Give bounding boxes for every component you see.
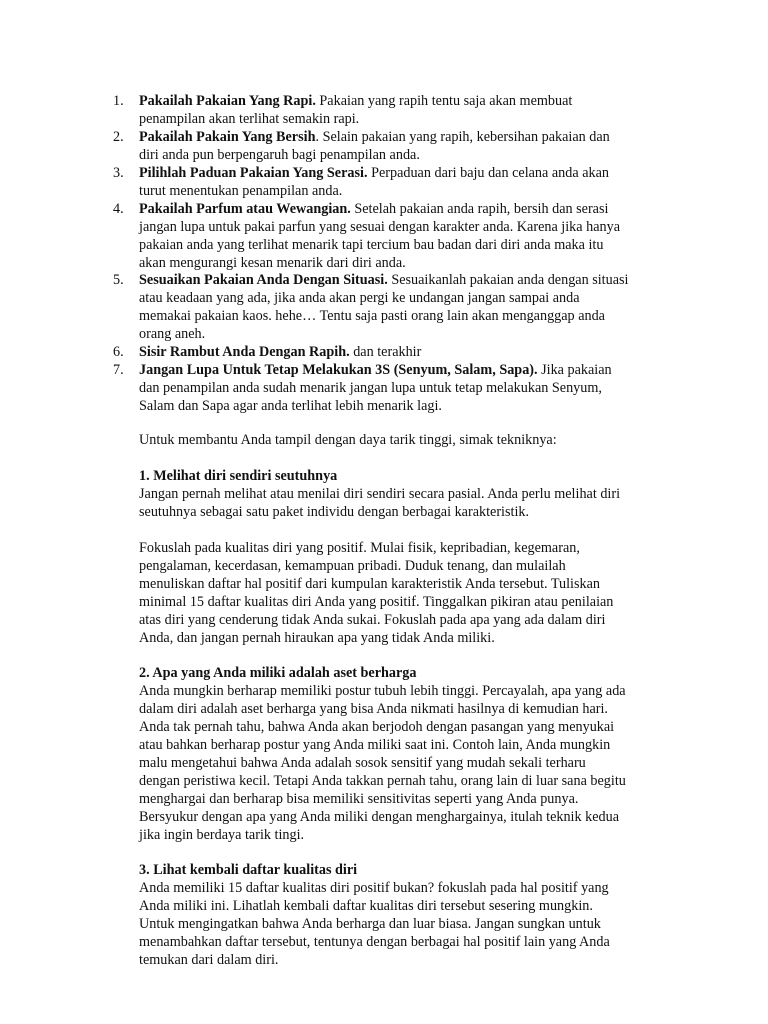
list-item-line: akan mengurangi kesan menarik dari diri anda.: [139, 255, 406, 271]
paragraph-line: menambahkan daftar tersebut, tentunya dengan berbagai hal positif lain yang Anda: [139, 934, 610, 950]
list-item-line: pakaian anda yang terlihat menarik tapi tercium bau badan dari diri anda maka itu: [139, 237, 604, 253]
list-item-line: turut menentukan penampilan anda.: [139, 183, 343, 199]
list-number: 5.: [113, 272, 124, 288]
list-item-line: penampilan akan terlihat semakin rapi.: [139, 111, 360, 127]
paragraph-line: Fokuslah pada kualitas diri yang positif. Mulai fisik, kepribadian, kegemaran,: [139, 540, 580, 556]
paragraph-line: pengalaman, kecerdasan, kemampuan pribadi. Duduk tenang, dan mulailah: [139, 558, 566, 574]
paragraph-line: atau bahkan berharap postur yang Anda miliki saat ini. Contoh lain, Anda mungkin: [139, 737, 611, 753]
list-item-line: Pakailah Pakaian Yang Rapi. Pakaian yang rapih tentu saja akan membuat: [139, 93, 573, 109]
list-number: 6.: [113, 344, 124, 360]
paragraph-line: Bersyukur dengan apa yang Anda miliki dengan menghargainya, itulah teknik kedua: [139, 809, 620, 825]
list-number: 1.: [113, 93, 124, 109]
list-number: 3.: [113, 165, 124, 181]
list-item-title: Jangan Lupa Untuk Tetap Melakukan 3S (Senyum, Salam, Sapa).: [139, 362, 538, 378]
paragraph-line: menuliskan daftar hal positif dari kumpulan karakteristik Anda tersebut. Tuliskan: [139, 576, 601, 592]
paragraph-line: Anda, dan jangan pernah hiraukan apa yang tidak Anda miliki.: [139, 630, 495, 646]
intro-paragraph: Untuk membantu Anda tampil dengan daya tarik tinggi, simak tekniknya:: [139, 432, 557, 448]
paragraph-line: menghargai dan berharap bisa memiliki sensitivitas seperti yang Anda punya.: [139, 791, 579, 807]
list-number: 2.: [113, 129, 124, 145]
list-item-title: Pilihlah Paduan Pakaian Yang Serasi.: [139, 165, 368, 181]
list-number: 7.: [113, 362, 124, 378]
list-item-line: Pilihlah Paduan Pakaian Yang Serasi. Perpaduan dari baju dan celana anda akan: [139, 165, 609, 181]
paragraph-line: atas diri yang cenderung tidak Anda sukai. Fokuslah pada apa yang ada dalam diri: [139, 612, 606, 628]
list-item-title: Sisir Rambut Anda Dengan Rapih.: [139, 344, 350, 360]
list-number: 4.: [113, 201, 124, 217]
paragraph-line: temukan dari dalam diri.: [139, 952, 279, 968]
list-item-line: Salam dan Sapa agar anda terlihat lebih menarik lagi.: [139, 398, 442, 414]
list-item-line: diri anda pun berpengaruh bagi penampilan anda.: [139, 147, 420, 163]
paragraph-line: Anda memiliki 15 daftar kualitas diri positif bukan? fokuslah pada hal positif yang: [139, 880, 609, 896]
list-item-line: orang aneh.: [139, 326, 206, 342]
paragraph-line: malu mengetahui bahwa Anda adalah sosok sensitif yang mudah sekali terharu: [139, 755, 586, 771]
list-item-line: dan penampilan anda sudah menarik jangan lupa untuk tetap melakukan Senyum,: [139, 380, 602, 396]
list-item-line: Jangan Lupa Untuk Tetap Melakukan 3S (Senyum, Salam, Sapa). Jika pakaian: [139, 362, 612, 378]
paragraph-line: Jangan pernah melihat atau menilai diri sendiri secara pasial. Anda perlu melihat diri: [139, 486, 621, 502]
list-item-title: Pakailah Parfum atau Wewangian.: [139, 201, 351, 217]
paragraph-line: jika ingin berdaya tarik tingi.: [139, 827, 305, 843]
list-item-line: Pakailah Pakain Yang Bersih. Selain pakaian yang rapih, kebersihan pakaian dan: [139, 129, 610, 145]
paragraph-line: Anda tak pernah tahu, bahwa Anda akan berjodoh dengan pasangan yang menyukai: [139, 719, 615, 735]
paragraph-line: Anda miliki ini. Lihatlah kembali daftar kualitas diri tersebut sesering mungkin.: [139, 898, 593, 914]
section-heading: 1. Melihat diri sendiri seutuhnya: [139, 468, 338, 484]
paragraph-line: Untuk mengingatkan bahwa Anda berharga dan luar biasa. Jangan sungkan untuk: [139, 916, 601, 932]
list-item-title: Pakailah Pakaian Yang Rapi.: [139, 93, 316, 109]
list-item-title: Pakailah Pakain Yang Bersih: [139, 129, 316, 145]
paragraph-line: minimal 15 daftar kualitas diri Anda yang positif. Tinggalkan pikiran atau penilaian: [139, 594, 614, 610]
list-item-line: Pakailah Parfum atau Wewangian. Setelah pakaian anda rapih, bersih dan serasi: [139, 201, 609, 217]
list-item-line: atau keadaan yang ada, jika anda akan pergi ke undangan jangan sampai anda: [139, 290, 580, 306]
paragraph-line: Anda mungkin berharap memiliki postur tubuh lebih tinggi. Percayalah, apa yang ada: [139, 683, 626, 699]
paragraph-line: dengan peristiwa kecil. Tetapi Anda takkan pernah tahu, orang lain di luar sana begitu: [139, 773, 626, 789]
section-heading: 2. Apa yang Anda miliki adalah aset berharga: [139, 665, 417, 681]
list-item-line: jangan lupa untuk pakai parfun yang sesuai dengan karakter anda. Karena jika hanya: [139, 219, 620, 235]
paragraph-line: seutuhnya sebagai satu paket individu dengan berbagai karakteristik.: [139, 504, 530, 520]
list-item-line: Sisir Rambut Anda Dengan Rapih. dan terakhir: [139, 344, 422, 360]
list-item-line: memakai pakaian kaos. hehe… Tentu saja pasti orang lain akan menganggap anda: [139, 308, 605, 324]
list-item-title: Sesuaikan Pakaian Anda Dengan Situasi.: [139, 272, 388, 288]
paragraph-line: dalam diri adalah aset berharga yang bisa Anda nikmati hasilnya di kemudian hari.: [139, 701, 608, 717]
section-heading: 3. Lihat kembali daftar kualitas diri: [139, 862, 358, 878]
list-item-line: Sesuaikan Pakaian Anda Dengan Situasi. Sesuaikanlah pakaian anda dengan situasi: [139, 272, 629, 288]
